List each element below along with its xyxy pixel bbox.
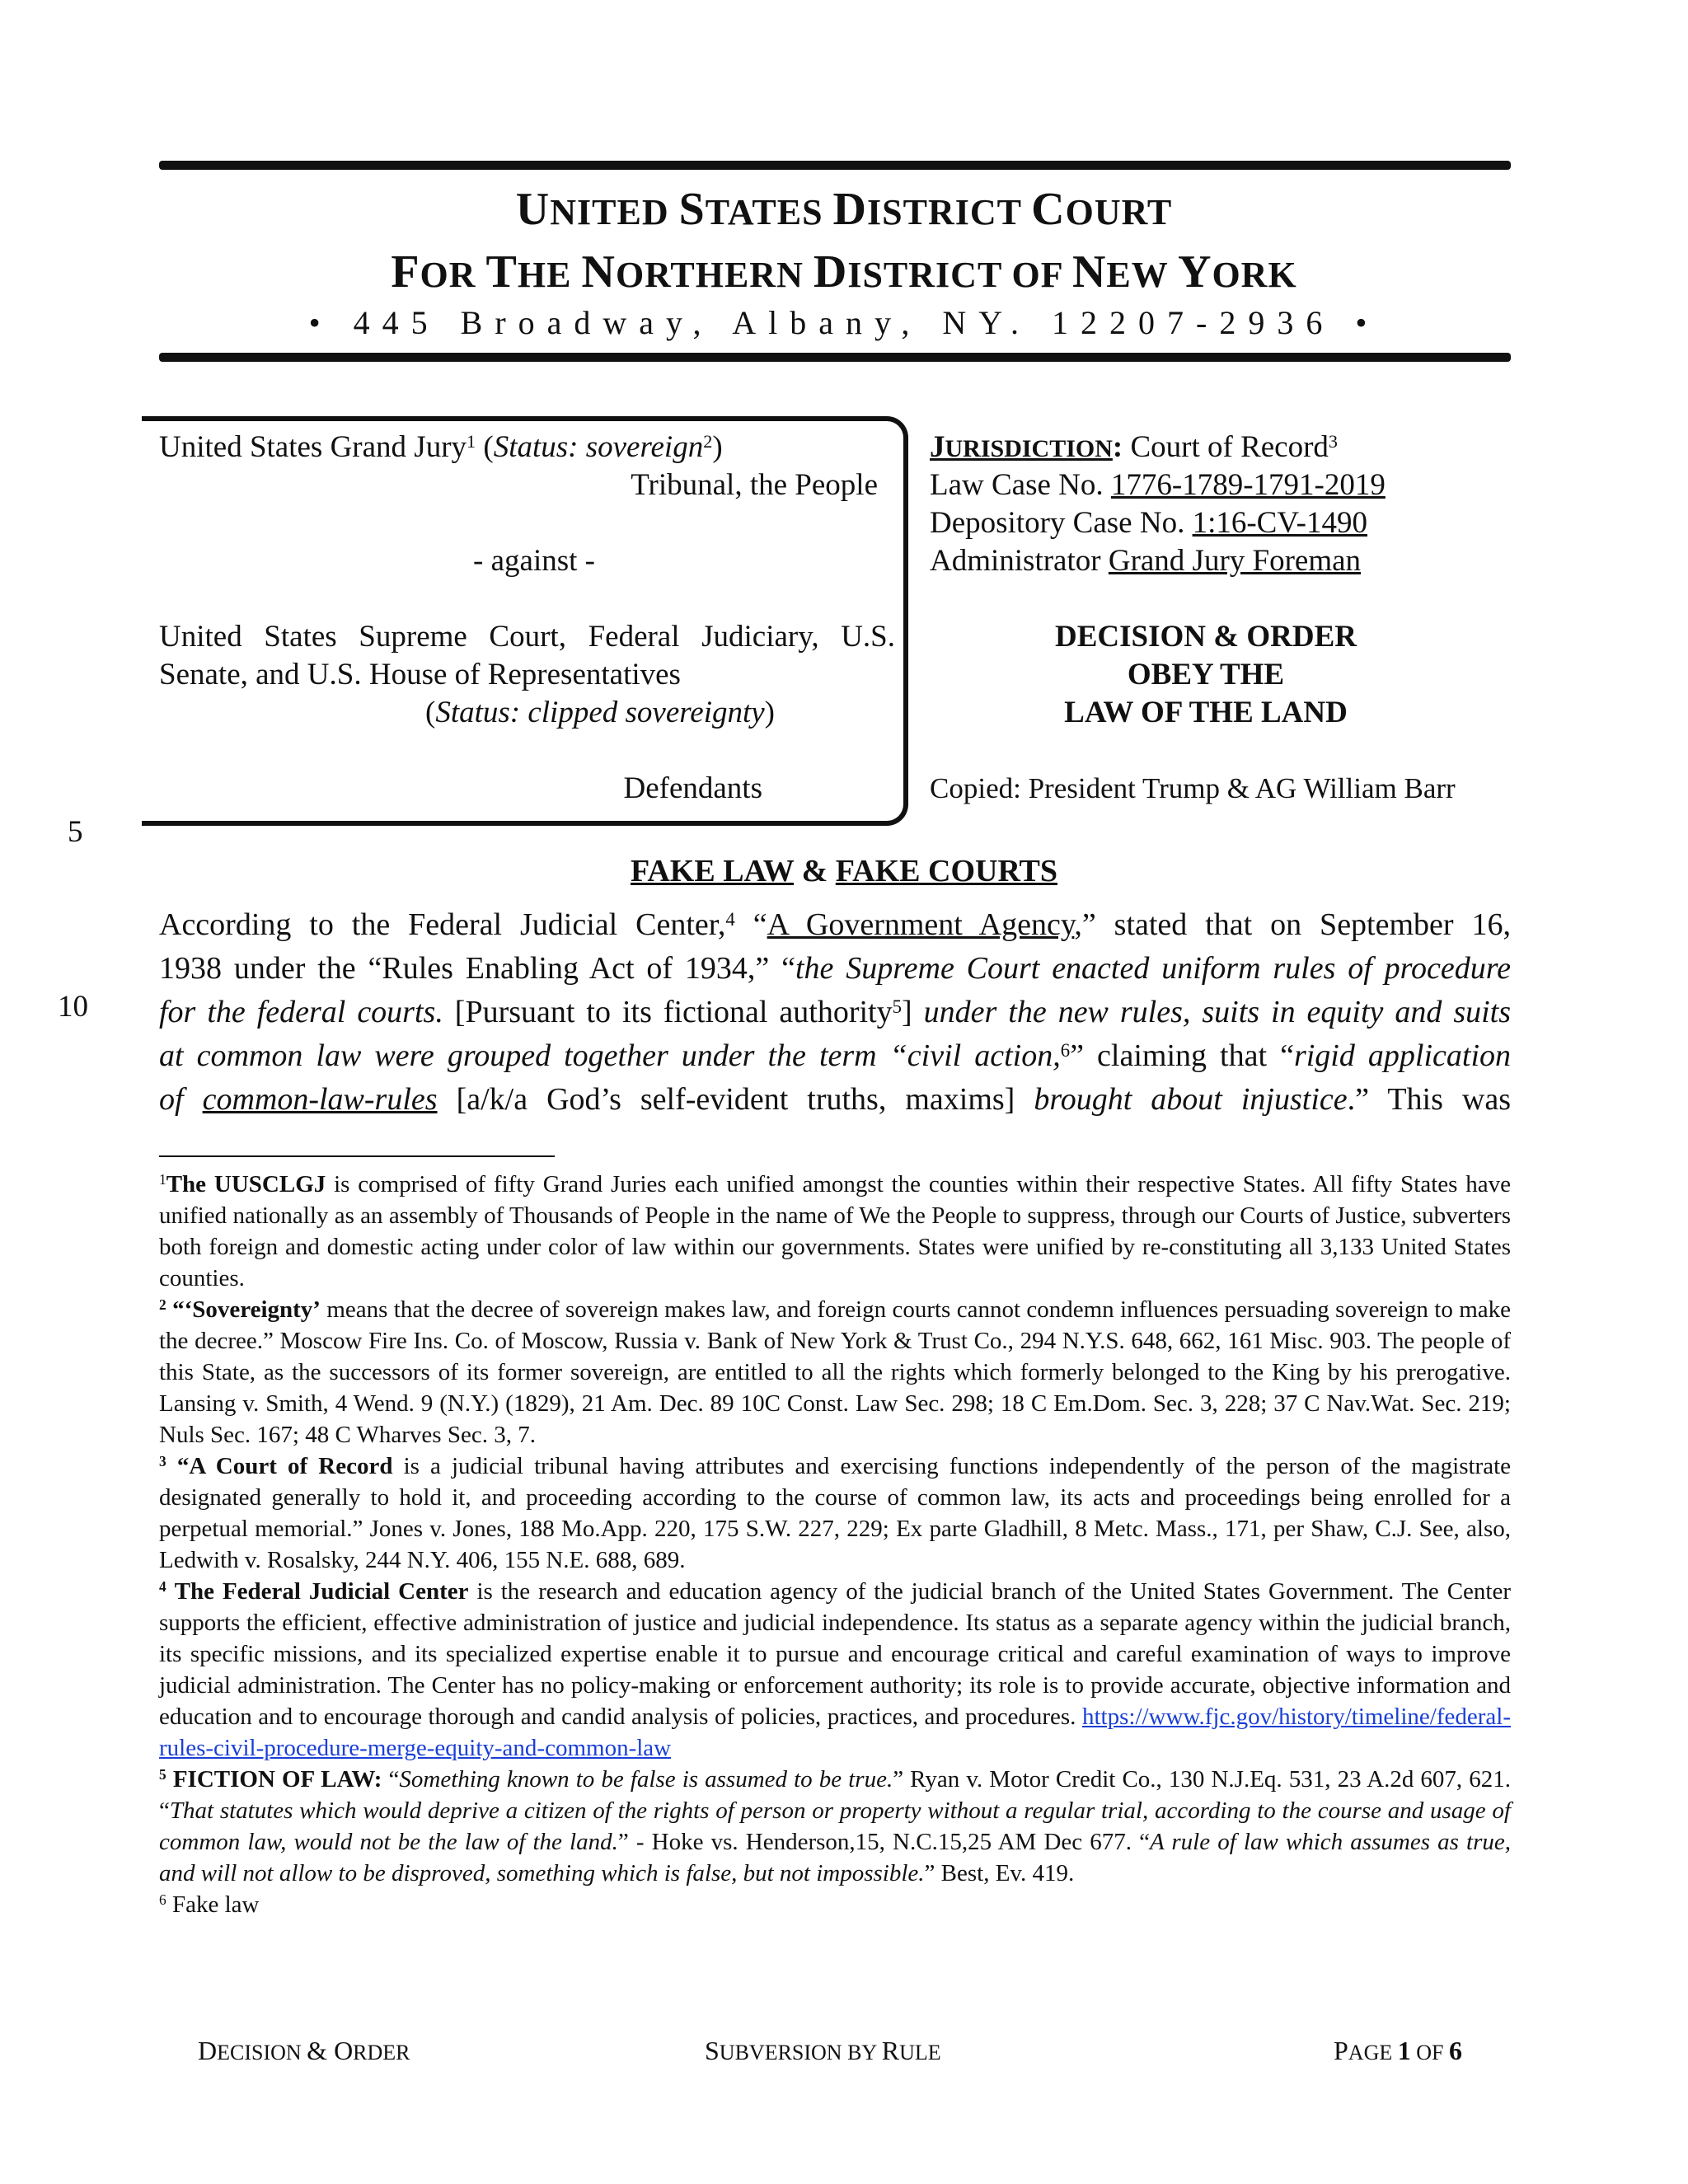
section-heading: FAKE LAW & FAKE COURTS <box>630 854 1058 888</box>
header-top-rule <box>159 161 1511 170</box>
plaintiff-line: United States Grand Jury$^1$ (Status: sovereign$^2$) <box>159 430 723 464</box>
body-line-2: 1938 under the “Rules Enabling Act of 1934,” “the Supreme Court enacted uniform rules of procedure <box>159 951 1511 986</box>
body-line-1: According to the Federal Judicial Center,$^4$ “A Government Agency,” stated that on September 16, <box>159 907 1511 942</box>
decision-line1: DECISION & ORDER <box>1055 620 1357 654</box>
footnote-ref-3: 3 <box>1328 430 1339 452</box>
footer-center: SUBVERSION BY RULE <box>705 2036 941 2065</box>
header-bottom-rule <box>159 353 1511 362</box>
footnotes <box>159 1169 1511 1920</box>
depository-case-line: Depository Case No. 1:16-CV-1490 <box>930 506 1368 540</box>
defendants-status: (Status: clipped sovereignty) <box>424 696 775 729</box>
law-case-line: Law Case No. 1776-1789-1791-2019 <box>930 468 1386 502</box>
decision-line3: LAW OF THE LAND <box>1064 696 1348 729</box>
against-label: - against - <box>473 544 595 578</box>
body-line-5: of common-law-rules [a/k/a God’s self-evident truths, maxims] brought about injustice.” This was <box>159 1082 1511 1117</box>
court-address: • 445 Broadway, Albany, NY. 12207-2936 • <box>308 304 1380 341</box>
line-number-10: 10 <box>58 990 88 1024</box>
footer-page-number: PAGE 1 OF 6 <box>1334 2036 1462 2065</box>
court-title-line1: UNITED STATES DISTRICT COURT <box>515 184 1173 235</box>
court-title-line2: FOR THE NORTHERN DISTRICT OF NEW YORK <box>391 246 1297 298</box>
footnote-4: $^4$ The Federal Judicial Center is the research and education agency of the judicial branch of the United States Government. The Center supports the efficient, effective administration of justice and judicial independence. Its status as a separate agency within the judicial branch, its specific missions, and its specialized expertise enable it to pursue and encourage critical and careful examination of ways to improve judicial administration. The Center has no policy-making or enforcement authority; its role is to provide accurate, objective information and education and to encourage thorough and candid analysis of policies, practices, and procedures. https://www.fjc.gov/history/timeline/federal-rules-civil-procedure-merge-equity-and-common-law <box>159 1578 1511 1761</box>
footer-left: DECISION & ORDER <box>198 2036 410 2065</box>
footnote-1: $^1$The UUSCLGJ is comprised of fifty Grand Juries each unified amongst the counties within their respective States. All fifty States have unified nationally as an assembly of Thousands of People in the name of We the People to suppress, through our Courts of Justice, subverters both foreign and domestic acting under color of law within our governments. States were unified by re-constituting all 3,133 United States counties. <box>159 1171 1511 1291</box>
footnote-ref-1: 1 <box>467 430 476 452</box>
footnote-6: $^6$ Fake law <box>159 1891 260 1918</box>
footnote-separator <box>159 1155 555 1157</box>
defendants-line1: United States Supreme Court, Federal Judiciary, U.S. <box>159 620 895 654</box>
footnote-3: $^3$ “A Court of Record is a judicial tribunal having attributes and exercising functions independently of the person of the magistrate designated generally to hold it, and proceeding according to the course of common law, its acts and proceedings being enrolled for a perpetual memorial.” Jones v. Jones, 188 Mo.App. 220, 175 S.W. 227, 229; Ex parte Gladhill, 8 Metc. Mass., 171, per Shaw, C.J. See, also, Ledwith v. Rosalsky, 244 N.Y. 406, 155 N.E. 688, 689. <box>159 1453 1512 1573</box>
administrator-line: Administrator Grand Jury Foreman <box>930 544 1362 578</box>
copied-line: Copied: President Trump & AG William Barr <box>930 772 1456 804</box>
footnote-ref-4: 4 <box>725 908 735 930</box>
body-line-3: for the federal courts. [Pursuant to its fictional authority$^5$] under the new rules, suits in equity and suits <box>159 995 1512 1029</box>
footnote-2: $^2$ “‘Sovereignty’ means that the decree of sovereign makes law, and foreign courts cannot condemn influences persuading sovereign to make the decree.” Moscow Fire Ins. Co. of Moscow, Russia v. Bank of New York & Trust Co., 294 N.Y.S. 648, 662, 161 Misc. 903. The people of this State, as the successors of its former sovereign, are entitled to all the rights which formerly belonged to the King by his prerogative. Lansing v. Smith, 4 Wend. 9 (N.Y.) (1829), 21 Am. Dec. 89 10C Const. Law Sec. 298; 18 C Em.Dom. Sec. 3, 228; 37 C Nav.Wat. Sec. 219; Nuls Sec. 167; 48 C Wharves Sec. 3, 7. <box>159 1296 1511 1448</box>
defendants-label: Defendants <box>623 771 762 805</box>
fjc-timeline-link[interactable]: https://www.fjc.gov/history/timeline/federal-rules-civil-procedure-merge-equity-and-common-law <box>159 1704 1511 1761</box>
body-line-4: at common law were grouped together under the term “civil action,$^6$” claiming that “rigid application <box>159 1038 1511 1073</box>
footnote-ref-2: 2 <box>703 430 713 452</box>
plaintiff-role: Tribunal, the People <box>631 468 878 502</box>
footnote-5: $^5$ FICTION OF LAW: “Something known to be false is assumed to be true.” Ryan v. Motor Credit Co., 130 N.J.Eq. 531, 23 A.2d 607, 621. “That statutes which would deprive a citizen of the rights of person or property without a regular trial, according to the course and usage of common law, would not be the law of the land.” - Hoke vs. Henderson,15, N.C.15,25 AM Dec 677. “A rule of law which assumes as true, and will not allow to be disproved, something which is false, but not impossible.” Best, Ev. 419. <box>159 1766 1512 1886</box>
line-number-5: 5 <box>68 815 83 849</box>
decision-line2: OBEY THE <box>1127 658 1285 691</box>
footnote-ref-6: 6 <box>1060 1039 1071 1061</box>
jurisdiction-line: JURISDICTION: Court of Record$^3$ <box>930 430 1339 464</box>
defendants-line2: Senate, and U.S. House of Representatives <box>159 658 681 691</box>
footnote-ref-5: 5 <box>892 996 903 1017</box>
